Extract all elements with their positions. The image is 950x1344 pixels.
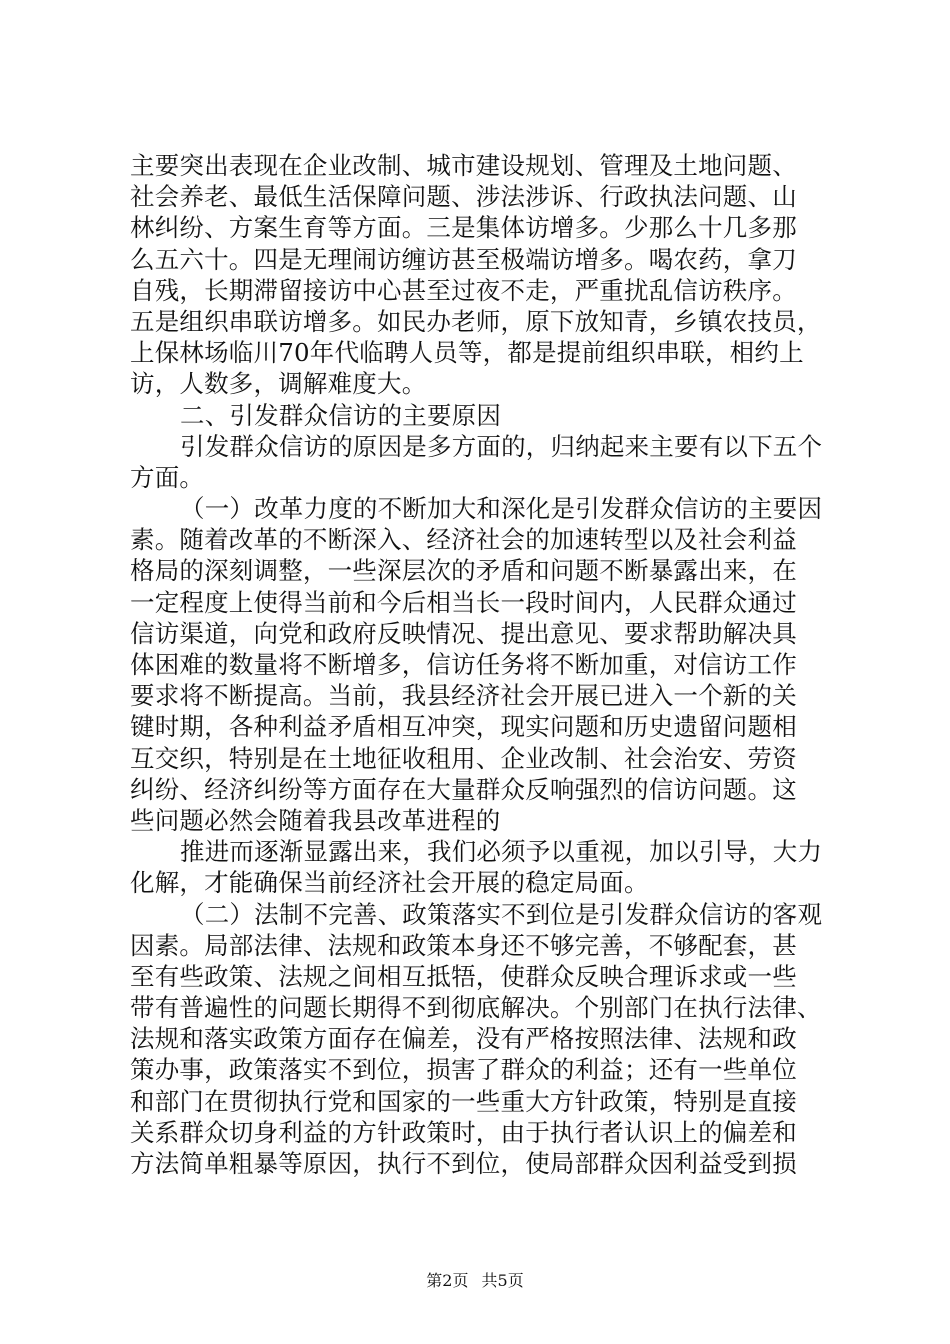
section-heading: 二、引发群众信访的主要原因 (180, 400, 502, 430)
subsection-heading: （一）改革力度的不断加大和深化是引发群众信访的主要因 (180, 494, 823, 524)
document-body (130, 150, 830, 1179)
text-line: 要求将不断提高。当前，我县经济社会开展已进入一个新的关 (130, 681, 797, 711)
text-line: 方法简单粗暴等原因，执行不到位，使局部群众因利益受到损 (130, 1149, 797, 1178)
text-line: 素。随着改革的不断深入、经济社会的加速转型以及社会利益 (130, 525, 797, 555)
text-line: 访，人数多，调解难度大。 (130, 369, 427, 399)
text-line: 引发群众信访的原因是多方面的，归纳起来主要有以下五个 (180, 431, 823, 461)
text-line: 关系群众切身利益的方针政策时，由于执行者认识上的偏差和 (130, 1117, 797, 1147)
text-line: 键时期，各种利益矛盾相互冲突，现实问题和历史遗留问题相 (130, 712, 797, 742)
text-line: 至有些政策、法规之间相互抵牾，使群众反映合理诉求或一些 (130, 961, 797, 991)
text-line: 体困难的数量将不断增多，信访任务将不断加重，对信访工作 (130, 650, 797, 679)
text-line: 方面。 (130, 462, 205, 492)
text-line: 策办事，政策落实不到位，损害了群众的利益；还有一些单位 (130, 1055, 797, 1085)
text-line: 上保林场临川70年代临聘人员等，都是提前组织串联，相约上 (130, 338, 804, 368)
page-number: 第2页 (426, 1271, 469, 1290)
text-line: 推进而逐渐显露出来，我们必须予以重视，加以引导，大力 (180, 837, 823, 867)
text-line: 一定程度上使得当前和今后相当长一段时间内，人民群众通过 (130, 587, 797, 617)
text-line: 林纠纷、方案生育等方面。三是集体访增多。少那么十几多那 (130, 213, 797, 243)
text-line: 主要突出表现在企业改制、城市建设规划、管理及土地问题、 (130, 151, 797, 180)
text-line: 和部门在贯彻执行党和国家的一些重大方针政策，特别是直接 (130, 1086, 797, 1116)
text-line: 因素。局部法律、法规和政策本身还不够完善，不够配套，甚 (130, 930, 797, 960)
text-line: 格局的深刻调整，一些深层次的矛盾和问题不断暴露出来，在 (130, 556, 797, 586)
page-footer (0, 1268, 950, 1291)
text-line: 自残，长期滞留接访中心甚至过夜不走，严重扰乱信访秩序。 (130, 275, 797, 305)
text-line: 些问题必然会随着我县改革进程的 (130, 805, 501, 835)
text-line: 五是组织串联访增多。如民办老师，原下放知青，乡镇农技员， (130, 306, 822, 336)
text-line: 信访渠道，向党和政府反映情况、提出意见、要求帮助解决具 (130, 618, 797, 648)
text-line: 带有普遍性的问题长期得不到彻底解决。个别部门在执行法律、 (130, 993, 822, 1023)
text-line: 互交织，特别是在土地征收租用、企业改制、社会治安、劳资 (130, 743, 797, 773)
text-line: 纠纷、经济纠纷等方面存在大量群众反响强烈的信访问题。这 (130, 774, 797, 804)
text-line: 社会养老、最低生活保障问题、涉法涉诉、行政执法问题、山 (130, 182, 797, 212)
subsection-heading: （二）法制不完善、政策落实不到位是引发群众信访的客观 (180, 899, 823, 929)
text-line: 法规和落实政策方面存在偏差，没有严格按照法律、法规和政 (130, 1024, 797, 1054)
page-total: 共5页 (481, 1271, 524, 1290)
text-line: 化解，才能确保当前经济社会开展的稳定局面。 (130, 868, 649, 898)
text-line: 么五六十。四是无理闹访缠访甚至极端访增多。喝农药，拿刀 (130, 244, 797, 274)
